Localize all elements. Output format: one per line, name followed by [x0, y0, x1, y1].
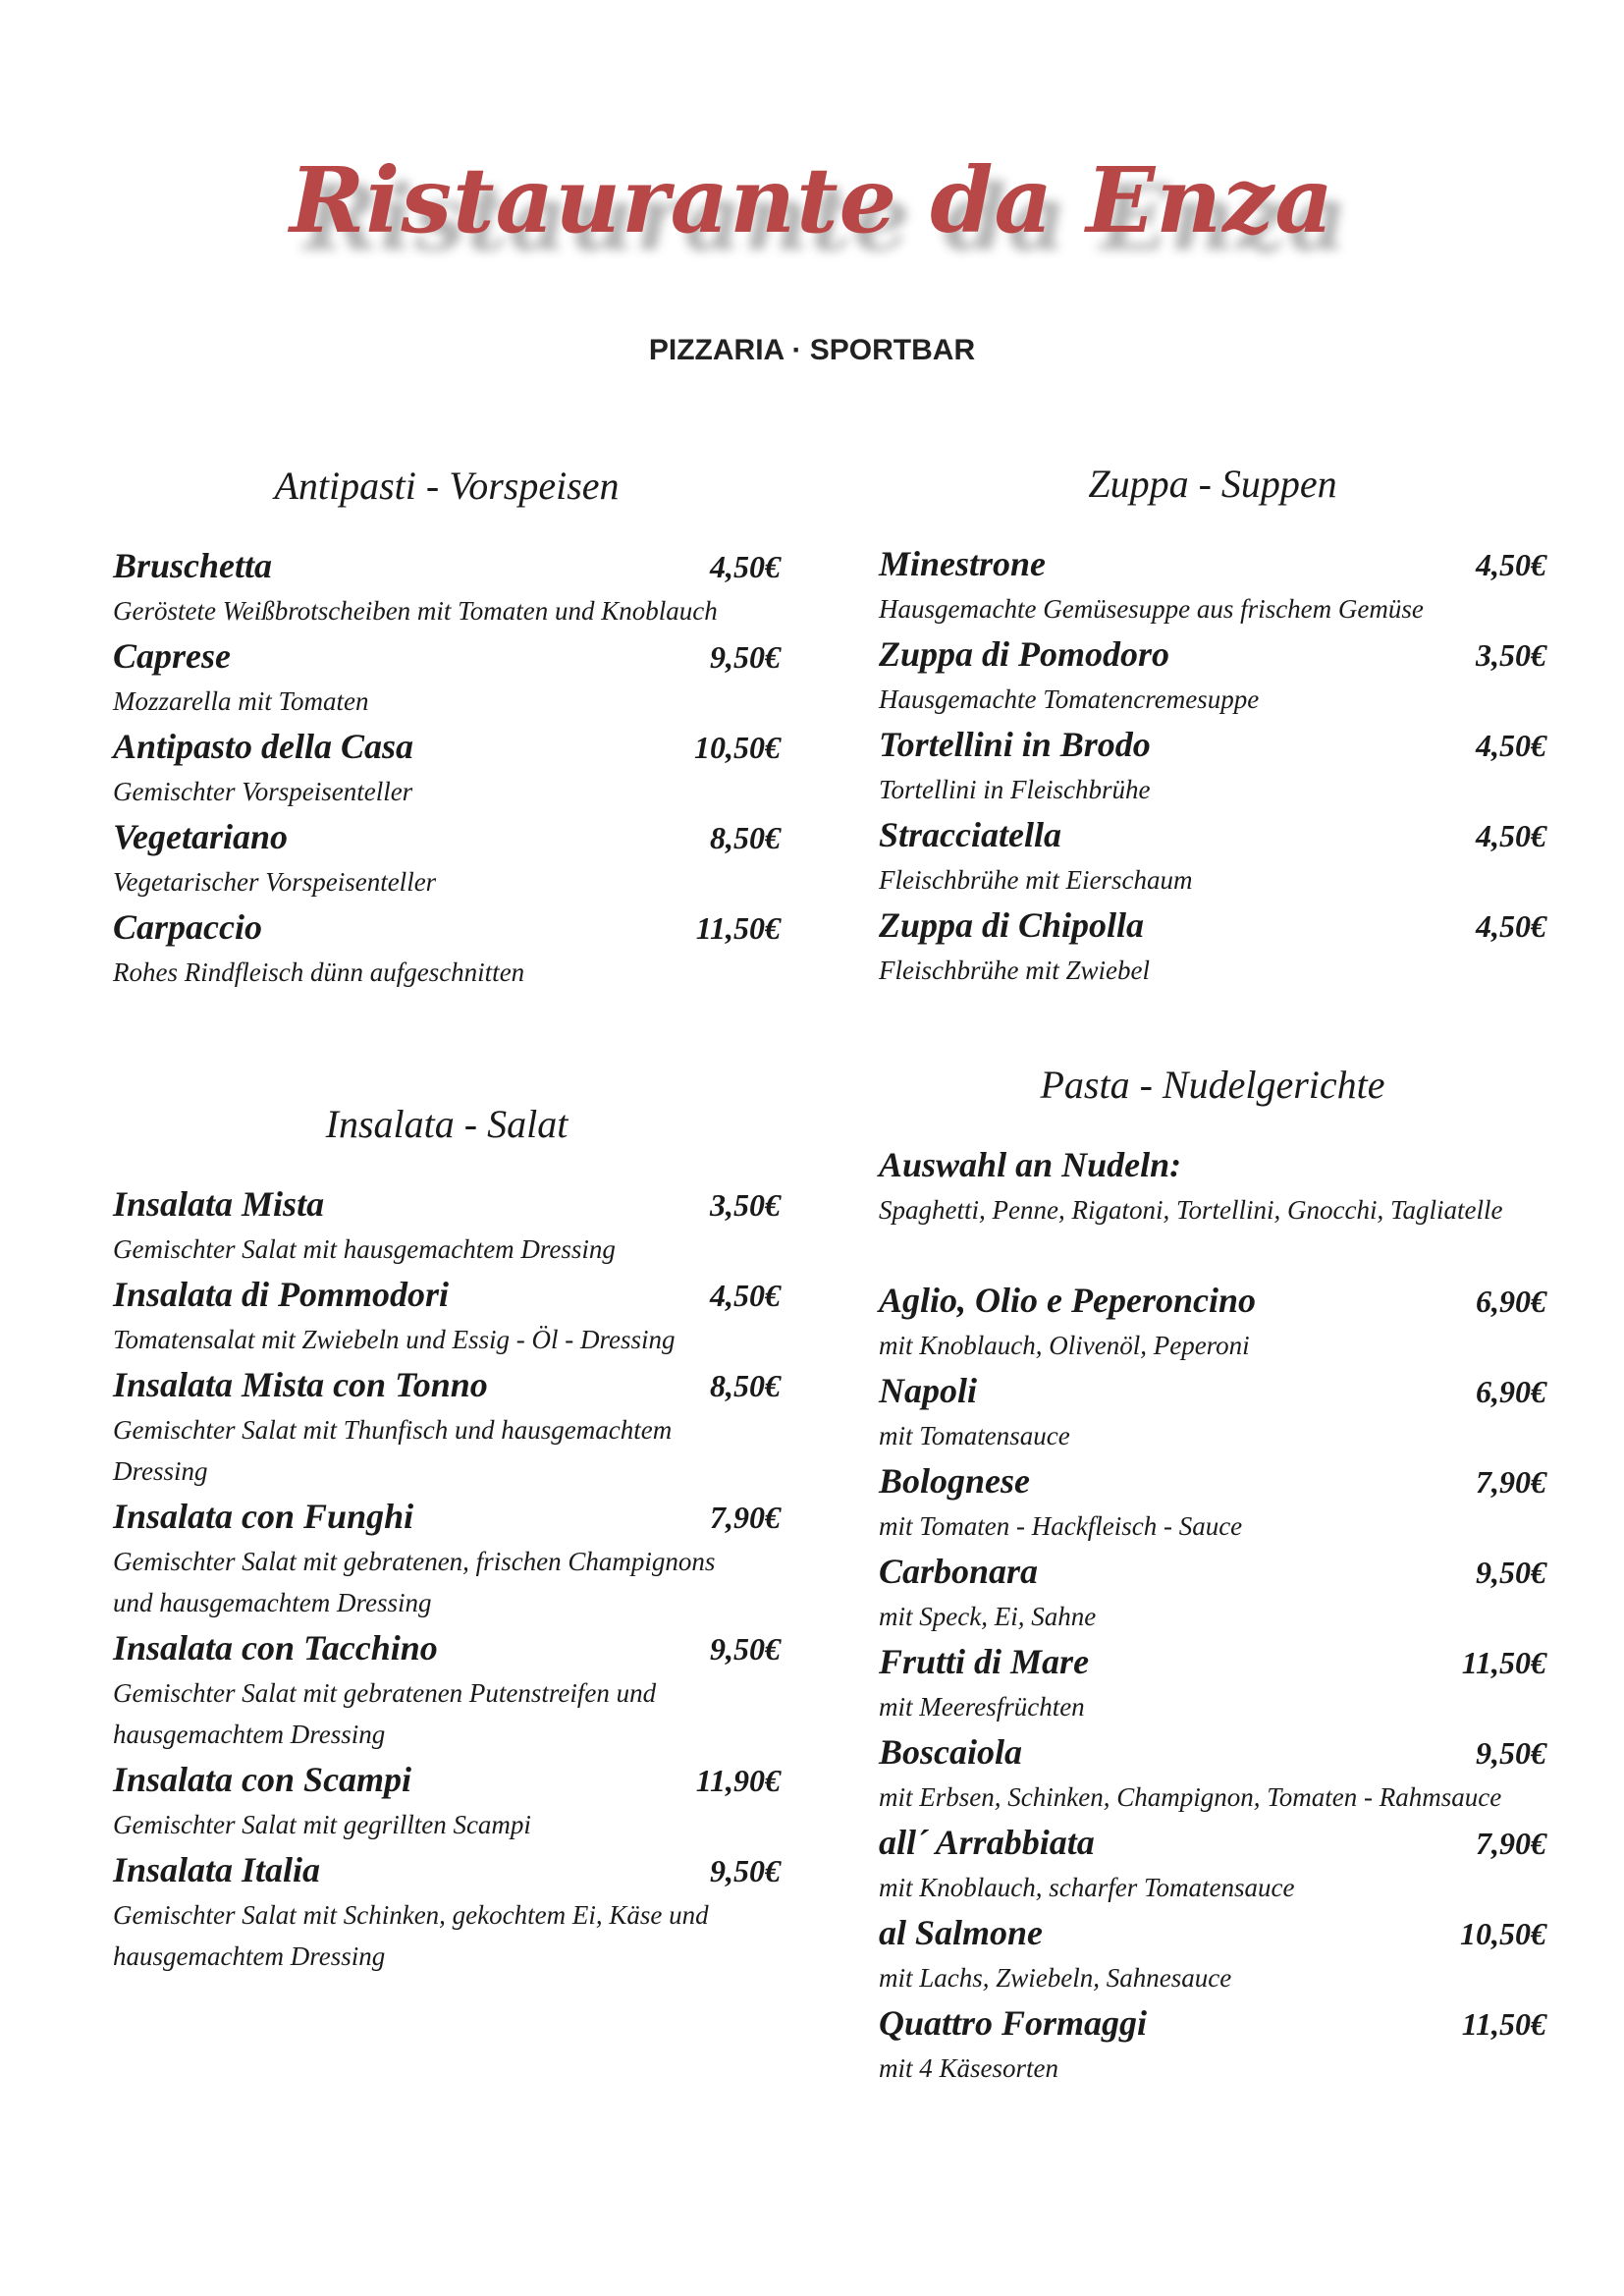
menu-item-description: mit Speck, Ei, Sahne	[879, 1602, 1097, 1631]
menu-list	[113, 541, 781, 993]
menu-item-description: Tortellini in Fleischbrühe	[879, 775, 1151, 804]
menu-item	[113, 812, 781, 902]
menu-item-header	[879, 720, 1546, 769]
menu-item-header	[879, 1547, 1546, 1596]
menu-item-price: 9,50€	[710, 1853, 781, 1888]
menu-item	[879, 1908, 1546, 1998]
menu-item-name: al Salmone	[879, 1913, 1044, 1952]
menu-item-name: Insalata di Pommodori	[113, 1275, 450, 1314]
menu-item-description: mit Tomatensauce	[879, 1421, 1070, 1450]
menu-item-name: Stracciatella	[879, 815, 1061, 854]
menu-item-description: Hausgemachte Gemüsesuppe aus frischem Gemüse	[879, 594, 1424, 624]
menu-item	[113, 1179, 781, 1270]
menu-item-price: 3,50€	[710, 1187, 781, 1223]
section-antipasti	[113, 457, 781, 993]
menu-item-header	[113, 812, 781, 861]
menu-item	[113, 1360, 781, 1492]
menu-item-header	[879, 810, 1546, 859]
menu-item	[113, 1755, 781, 1845]
menu-item-price: 7,90€	[1476, 1464, 1546, 1500]
menu-item-price: 9,50€	[710, 1631, 781, 1667]
menu-item-name: Quattro Formaggi	[879, 2003, 1148, 2043]
menu-item-price: 11,50€	[695, 910, 781, 946]
menu-item-header	[113, 1492, 781, 1541]
menu-item-description: Fleischbrühe mit Zwiebel	[879, 956, 1150, 985]
menu-list	[113, 1179, 781, 1977]
menu-item-name: Vegetariano	[113, 817, 289, 856]
menu-item-name: Insalata Mista	[113, 1184, 325, 1224]
pasta-choice-text: Spaghetti, Penne, Rigatoni, Tortellini, Gnocchi, Tagliatelle	[879, 1195, 1503, 1225]
menu-item-name: Minestrone	[879, 544, 1047, 583]
menu-item-header	[113, 902, 781, 952]
menu-item-description: Gemischter Salat mit Thunfisch und hausgemachtem Dressing	[113, 1415, 673, 1486]
menu-item	[113, 1623, 781, 1755]
menu-item-description: Geröstete Weißbrotscheiben mit Tomaten und Knoblauch	[113, 596, 718, 626]
section-heading: Insalata - Salat	[325, 1102, 568, 1146]
menu-item-header	[879, 1637, 1546, 1686]
menu-item-header	[879, 629, 1546, 679]
menu-item-header	[879, 539, 1546, 588]
menu-item-price: 4,50€	[710, 1278, 781, 1313]
menu-item-price: 6,90€	[1476, 1284, 1546, 1319]
menu-item	[879, 720, 1546, 810]
section-heading: Antipasti - Vorspeisen	[274, 464, 620, 508]
menu-list	[879, 1276, 1546, 2089]
menu-item	[879, 1998, 1546, 2089]
menu-item-header	[113, 631, 781, 681]
menu-item-name: Boscaiola	[879, 1732, 1023, 1772]
menu-item	[113, 541, 781, 631]
menu-item-header	[879, 1727, 1546, 1777]
menu-item-description: Gemischter Salat mit gebratenen, frischen Champignons und hausgemachtem Dressing	[113, 1547, 716, 1617]
section-heading: Pasta - Nudelgerichte	[1040, 1063, 1385, 1107]
section-pasta	[879, 1056, 1546, 2089]
menu-item-description: mit Lachs, Zwiebeln, Sahnesauce	[879, 1963, 1232, 1993]
menu-item-description: mit Knoblauch, scharfer Tomatensauce	[879, 1873, 1295, 1902]
menu-item-name: Insalata con Funghi	[113, 1497, 414, 1536]
menu-item-description: mit Tomaten - Hackfleisch - Sauce	[879, 1511, 1243, 1541]
menu-item	[113, 902, 781, 993]
menu-item-price: 10,50€	[1460, 1916, 1546, 1951]
menu-item-header	[113, 1360, 781, 1409]
menu-item-description: Mozzarella mit Tomaten	[113, 686, 369, 716]
menu-item-description: Gemischter Salat mit hausgemachtem Dressing	[113, 1234, 616, 1264]
menu-item-name: Napoli	[879, 1371, 978, 1410]
restaurant-subtitle: PIZZARIA · SPORTBAR	[648, 334, 976, 366]
menu-item-name: Carpaccio	[113, 907, 262, 947]
menu-item-header	[879, 1276, 1546, 1325]
section-heading: Zuppa - Suppen	[1088, 462, 1337, 506]
menu-item-header	[879, 1908, 1546, 1957]
menu-item-header	[879, 1366, 1546, 1415]
menu-item-header	[879, 1818, 1546, 1867]
menu-item-description: Gemischter Vorspeisenteller	[113, 777, 413, 806]
menu-item-name: Antipasto della Casa	[113, 727, 414, 766]
menu-item-header	[879, 1456, 1546, 1505]
menu-item-description: Fleischbrühe mit Eierschaum	[879, 865, 1193, 895]
menu-item-name: Zuppa di Pomodoro	[879, 634, 1170, 674]
menu-item-price: 6,90€	[1476, 1374, 1546, 1409]
menu-item-header	[113, 1845, 781, 1894]
menu-item	[879, 629, 1546, 720]
menu-item-price: 9,50€	[1476, 1555, 1546, 1590]
menu-item-price: 4,50€	[1476, 908, 1546, 944]
menu-item-name: Frutti di Mare	[879, 1642, 1090, 1681]
menu-item-price: 4,50€	[710, 549, 781, 584]
menu-item-name: Aglio, Olio e Peperoncino	[879, 1281, 1256, 1320]
menu-item	[879, 539, 1546, 629]
menu-item	[879, 901, 1546, 991]
restaurant-title: Ristaurante da Enza	[289, 147, 1335, 253]
menu-item	[113, 1845, 781, 1977]
menu-item-name: Carbonara	[879, 1552, 1039, 1591]
menu-item-header	[879, 1998, 1546, 2048]
menu-item-price: 3,50€	[1476, 637, 1546, 673]
menu-item	[879, 1547, 1546, 1637]
menu-item-name: Insalata Mista con Tonno	[113, 1365, 488, 1404]
menu-item	[113, 722, 781, 812]
menu-item-description: Gemischter Salat mit gebratenen Putenstreifen und hausgemachtem Dressing	[113, 1678, 657, 1749]
menu-item	[879, 1276, 1546, 1366]
menu-item-header	[113, 1179, 781, 1229]
spacer	[879, 1230, 1546, 1276]
menu-item-price: 4,50€	[1476, 547, 1546, 582]
menu-item	[879, 1366, 1546, 1456]
menu-item-name: Zuppa di Chipolla	[879, 905, 1145, 945]
menu-list	[879, 539, 1546, 991]
menu-item-name: Tortellini in Brodo	[879, 725, 1151, 764]
menu-item-name: all´ Arrabbiata	[879, 1823, 1095, 1862]
menu-item-header	[113, 1623, 781, 1672]
menu-item-header	[113, 1755, 781, 1804]
menu-item-header	[113, 722, 781, 771]
menu-item	[879, 1456, 1546, 1547]
menu-item	[879, 810, 1546, 901]
menu-item	[113, 1270, 781, 1360]
section-zuppa	[879, 455, 1546, 991]
menu-item-description: Gemischter Salat mit Schinken, gekochtem Ei, Käse und hausgemachtem Dressing	[113, 1900, 709, 1971]
menu-item-header	[879, 901, 1546, 950]
menu-item-price: 10,50€	[694, 730, 781, 765]
menu-item-price: 11,90€	[695, 1763, 781, 1798]
menu-item-price: 8,50€	[710, 1368, 781, 1403]
section-insalata	[113, 1095, 781, 1977]
menu-item-description: Gemischter Salat mit gegrillten Scampi	[113, 1810, 531, 1839]
menu-item-name: Insalata con Scampi	[113, 1760, 412, 1799]
menu-item-price: 7,90€	[710, 1500, 781, 1535]
menu-item-price: 9,50€	[710, 639, 781, 675]
menu-item-price: 11,50€	[1461, 2006, 1546, 2042]
menu-item-price: 11,50€	[1461, 1645, 1546, 1680]
menu-item-description: mit 4 Käsesorten	[879, 2053, 1059, 2083]
menu-item-price: 4,50€	[1476, 728, 1546, 763]
menu-item-description: mit Erbsen, Schinken, Champignon, Tomaten - Rahmsauce	[879, 1782, 1502, 1812]
menu-item	[113, 631, 781, 722]
menu-item-name: Caprese	[113, 636, 231, 676]
menu-item-name: Insalata Italia	[113, 1850, 321, 1889]
menu-item-name: Insalata con Tacchino	[113, 1628, 438, 1667]
menu-item-description: Vegetarischer Vorspeisenteller	[113, 867, 437, 897]
menu-item	[879, 1637, 1546, 1727]
pasta-choice-heading: Auswahl an Nudeln:	[879, 1145, 1182, 1184]
menu-item	[879, 1818, 1546, 1908]
menu-item-description: Rohes Rindfleisch dünn aufgeschnitten	[113, 957, 525, 987]
menu-item-price: 4,50€	[1476, 818, 1546, 853]
menu-item	[113, 1492, 781, 1623]
menu-item-header	[113, 1270, 781, 1319]
menu-item-description: mit Meeresfrüchten	[879, 1692, 1085, 1722]
menu-item-header	[113, 541, 781, 590]
menu-item-name: Bruschetta	[113, 546, 273, 585]
menu-item-price: 8,50€	[710, 820, 781, 855]
menu-item-description: mit Knoblauch, Olivenöl, Peperoni	[879, 1331, 1250, 1360]
menu-item-description: Tomatensalat mit Zwiebeln und Essig - Öl - Dressing	[113, 1325, 676, 1354]
menu-item-name: Bolognese	[879, 1461, 1031, 1501]
menu-item-price: 7,90€	[1476, 1826, 1546, 1861]
menu-item-price: 9,50€	[1476, 1735, 1546, 1771]
menu-item	[879, 1727, 1546, 1818]
menu-item-description: Hausgemachte Tomatencremesuppe	[879, 684, 1260, 714]
